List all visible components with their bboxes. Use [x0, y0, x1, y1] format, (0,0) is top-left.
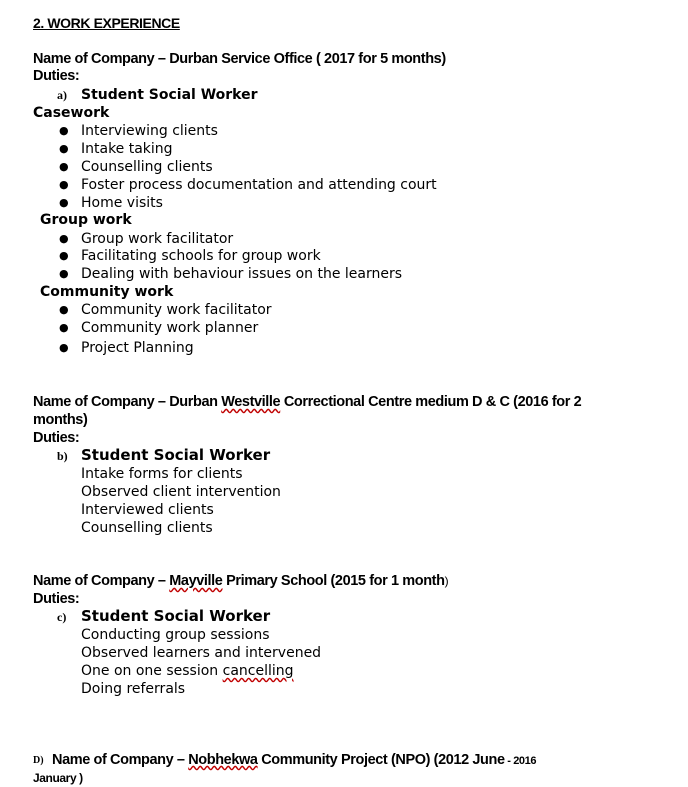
- list-item: Community work planner: [81, 320, 259, 336]
- role-title: Student Social Worker: [81, 607, 271, 625]
- company-name: Durban Service Office: [169, 51, 316, 67]
- duties-label: Duties:: [33, 430, 80, 446]
- company-label: Name of Company –: [33, 573, 170, 589]
- group-heading-casework: Casework: [33, 105, 110, 121]
- list-item: Conducting group sessions: [81, 627, 270, 643]
- bullet-icon: ●: [59, 160, 69, 173]
- group-heading-group-work: Group work: [40, 212, 132, 228]
- group-heading-community-work: Community work: [40, 284, 174, 300]
- role-title: Student Social Worker: [81, 87, 258, 103]
- list-marker: a): [57, 88, 67, 102]
- company-name-rest: Correctional Centre medium D & C (2016 for 2: [280, 394, 582, 410]
- spelling-flag: Nobhekwa: [188, 752, 258, 768]
- list-item: Home visits: [81, 195, 163, 211]
- list-item: Dealing with behaviour issues on the learners: [81, 266, 403, 282]
- duties-label: Duties:: [33, 68, 80, 84]
- list-item: Community work facilitator: [81, 302, 272, 318]
- spelling-flag: Westville: [221, 394, 281, 410]
- list-item: Counselling clients: [81, 520, 213, 536]
- list-item: Intake forms for clients: [81, 466, 243, 482]
- company-line-1: [33, 50, 446, 68]
- spelling-flag: Mayville: [169, 573, 223, 589]
- bullet-icon: ●: [59, 341, 69, 354]
- company-period-tail: - 2016: [504, 755, 537, 767]
- list-item: Doing referrals: [81, 681, 186, 697]
- company-line-2: [33, 393, 581, 411]
- list-item: [81, 662, 294, 680]
- company-label: Name of Company –: [52, 752, 189, 768]
- list-marker: b): [57, 449, 68, 463]
- bullet-icon: ●: [59, 124, 69, 137]
- list-marker: c): [57, 610, 67, 624]
- company-period-end: ): [444, 574, 449, 588]
- section-title: 2. WORK EXPERIENCE: [33, 15, 180, 31]
- company-line-4: [52, 751, 536, 770]
- bullet-icon: ●: [59, 321, 69, 334]
- list-item: Foster process documentation and attending court: [81, 177, 437, 193]
- list-item: Intake taking: [81, 141, 173, 157]
- list-item: Counselling clients: [81, 159, 213, 175]
- company-name-rest: Community Project (NPO) (2012 June: [257, 752, 505, 768]
- list-item: Group work facilitator: [81, 231, 234, 247]
- bullet-icon: ●: [59, 178, 69, 191]
- company-label: Name of Company –: [33, 394, 170, 410]
- company-label: Name of Company –: [33, 51, 170, 67]
- role-title: Student Social Worker: [81, 446, 271, 464]
- bullet-icon: ●: [59, 196, 69, 209]
- list-item: Interviewed clients: [81, 502, 214, 518]
- company-period: ( 2017 for 5 months): [315, 51, 446, 67]
- list-marker: D): [33, 755, 44, 766]
- company-name: Durban: [169, 394, 222, 410]
- bullet-icon: ●: [59, 267, 69, 280]
- bullet-icon: ●: [59, 303, 69, 316]
- list-item: Observed learners and intervened: [81, 645, 322, 661]
- spelling-flag: cancelling: [222, 663, 294, 679]
- list-item: Facilitating schools for group work: [81, 248, 321, 264]
- bullet-icon: ●: [59, 249, 69, 262]
- bullet-icon: ●: [59, 232, 69, 245]
- company-period-cont: January ): [33, 771, 83, 785]
- company-line-3: [33, 572, 448, 590]
- list-item: Observed client intervention: [81, 484, 281, 500]
- list-item: Project Planning: [81, 340, 194, 356]
- duties-label: Duties:: [33, 591, 80, 607]
- bullet-icon: ●: [59, 142, 69, 155]
- list-item-text: One on one session: [81, 663, 223, 679]
- list-item: Interviewing clients: [81, 123, 218, 139]
- company-period-cont: months): [33, 412, 88, 428]
- company-name-rest: Primary School (2015 for 1 month: [222, 573, 445, 589]
